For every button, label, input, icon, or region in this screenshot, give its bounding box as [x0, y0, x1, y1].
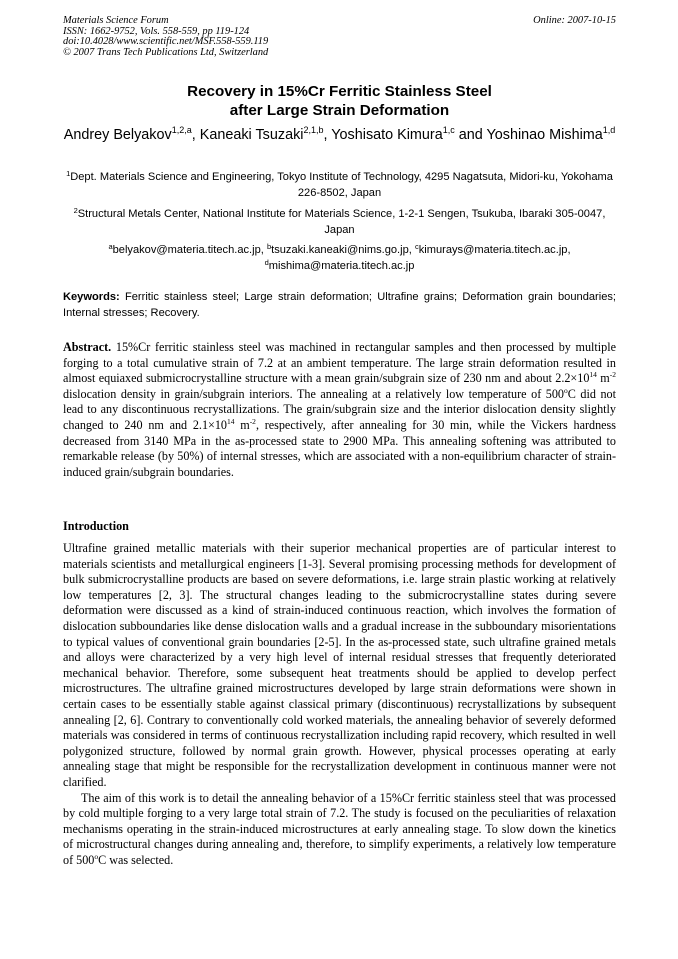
- abstract-text: m: [234, 417, 250, 432]
- doi-line: doi:10.4028/www.scientific.net/MSF.558-559.119: [63, 36, 269, 48]
- affiliation-mark: 1: [66, 169, 71, 178]
- author-affiliation-mark: 2,1,b: [303, 125, 324, 135]
- introduction-body: [63, 541, 616, 868]
- author-name: Yoshisato Kimura: [331, 127, 443, 143]
- superscript: -2: [249, 416, 256, 426]
- paragraph-text: The aim of this work is to detail the annealing behavior of a 15%Cr ferritic stainless steel that was processed by cold multiple forging to a very large total strain of 7.2. The study is focused on the peculiarities of relaxation mechanisms operating in the strain-induced microstructures at early annealing stage. To slow down the kinetics of microstructural changes during annealing and, therefore, to simplify experiments, a relatively low temperature of 500: [63, 790, 616, 867]
- superscript: o: [94, 851, 99, 861]
- author-separator: ,: [323, 127, 332, 143]
- online-date: Online: 2007-10-15: [533, 15, 616, 26]
- superscript: 14: [227, 416, 235, 426]
- author-list: [63, 126, 616, 145]
- affiliation-2: [63, 206, 616, 238]
- section-heading-introduction: Introduction: [63, 519, 129, 533]
- author-affiliation-mark: 1,d: [602, 125, 616, 135]
- journal-header: [63, 16, 616, 58]
- keywords: [63, 289, 616, 321]
- author-affiliation-mark: 1,2,a: [171, 125, 192, 135]
- affiliation-text: Dept. Materials Science and Engineering, Tokyo Institute of Technology, 4295 Nagatsuta, Midori-ku, Yokohama 226-8502, Japan: [70, 171, 613, 199]
- email-address: belyakov@materia.titech.ac.jp,: [112, 244, 267, 256]
- abstract-label: Abstract.: [63, 340, 112, 354]
- email-address: mishima@materia.titech.ac.jp: [268, 260, 415, 272]
- abstract-text: C did not lead to any discontinuous recrystallizations. The grain/subgrain size and the interior dislocation density slightly changed to 240 nm and 2.1×10: [63, 386, 616, 432]
- author-name: Andrey Belyakov: [63, 127, 172, 143]
- abstract-text: dislocation density in grain/subgrain interiors. The annealing at a relatively low temperature of 500: [63, 386, 564, 401]
- superscript: o: [564, 385, 568, 395]
- paper-title: [63, 82, 616, 120]
- superscript: 14: [589, 370, 597, 380]
- journal-name: Materials Science Forum: [63, 15, 169, 26]
- affiliation-text: Structural Metals Center, National Institute for Materials Science, 1-2-1 Sengen, Tsukuba, Ibaraki 305-0047, Japan: [77, 208, 606, 236]
- email-mark: c: [414, 242, 419, 251]
- author-name: Yoshinao Mishima: [486, 127, 603, 143]
- author-conjunction: and: [458, 127, 487, 143]
- title-line-1: Recovery in 15%Cr Ferritic Stainless Steel: [187, 83, 492, 100]
- abstract-text: , respectively, after annealing for 30 min, while the Vickers hardness decreased from 3140 MPa in the as-processed state to 2900 MPa. This annealing softening was attributed to remarkable release (by 50%) of internal stresses, which are associated with a non-equilibrium character of strain-induced grain/subgrain boundaries.: [63, 417, 616, 479]
- paragraph: Ultrafine grained metallic materials with their superior mechanical properties are of particular interest to materials scientists and metallurgical engineers [1-3]. Several promising processing methods for development of bulk submicrocrystalline products are based on severe deformations, i.e. large strain plastic working at relatively low temperatures [2, 3]. The structural changes leading to the submicrocrystalline states during severe deformation were discussed as a kind of strain-induced continuous reaction, which involves the formation of dislocation subboundaries like dense dislocation walls and a gradual increase in the subboundary misorientations to typical values of conventional grain boundaries [2-5]. In the as-processed state, such ultrafine grained metals and alloys were characterized by a very high level of internal residual stresses that frequently deteriorated mechanical behavior. Therefore, some subsequent heat treatments should be applied to develop perfect microstructures. The ultrafine grained microstructures developed by large strain deformations were shown in certain cases to be essentially stable against classical primary (discontinuous) recrystallizations by subsequent annealing [2, 6]. Contrary to conventionally cold worked materials, the annealing behavior of severely deformed materials was considered in terms of continuous recrystallization including rapid recovery, which resulted in well polygonized structure, followed by normal grain growth. However, physical processes operating at early annealing stage that might be responsible for the recrystallization development in continuous manner were not clarified.: [63, 541, 616, 789]
- affiliation-1: [63, 169, 616, 201]
- paragraph-text: C was selected.: [98, 852, 174, 867]
- paragraph: [63, 791, 616, 869]
- keywords-label: Keywords:: [63, 291, 120, 303]
- abstract-text: 15%Cr ferritic stainless steel was machined in rectangular samples and then processed by multiple forging to a total cumulative strain of 7.2 at an ambient temperature. The large strain deformation resulted in almost equiaxed submicrocrystalline structure with a mean grain/subgrain size of 230 nm and about 2.2×10: [63, 340, 616, 386]
- abstract-text: m: [596, 371, 610, 386]
- author-name: Kaneaki Tsuzaki: [199, 127, 304, 143]
- email-mark: b: [266, 242, 272, 251]
- copyright-line: © 2007 Trans Tech Publications Ltd, Switzerland: [63, 46, 269, 58]
- email-mark: d: [264, 258, 269, 267]
- email-address: kimurays@materia.titech.ac.jp,: [418, 244, 571, 256]
- author-separator: ,: [191, 127, 200, 143]
- affiliation-mark: 2: [73, 206, 78, 215]
- email-address: tsuzaki.kaneaki@nims.go.jp,: [271, 244, 415, 256]
- abstract: [63, 340, 616, 480]
- superscript: -2: [609, 370, 616, 380]
- keywords-text: Ferritic stainless steel; Large strain deformation; Ultrafine grains; Deformation grain boundaries; Internal stresses; Recovery.: [63, 291, 616, 319]
- email-list: [63, 242, 616, 274]
- issn-line: ISSN: 1662-9752, Vols. 558-559, pp 119-124: [63, 25, 250, 37]
- email-mark: a: [108, 242, 113, 251]
- author-affiliation-mark: 1,c: [442, 125, 455, 135]
- title-line-2: after Large Strain Deformation: [229, 102, 450, 119]
